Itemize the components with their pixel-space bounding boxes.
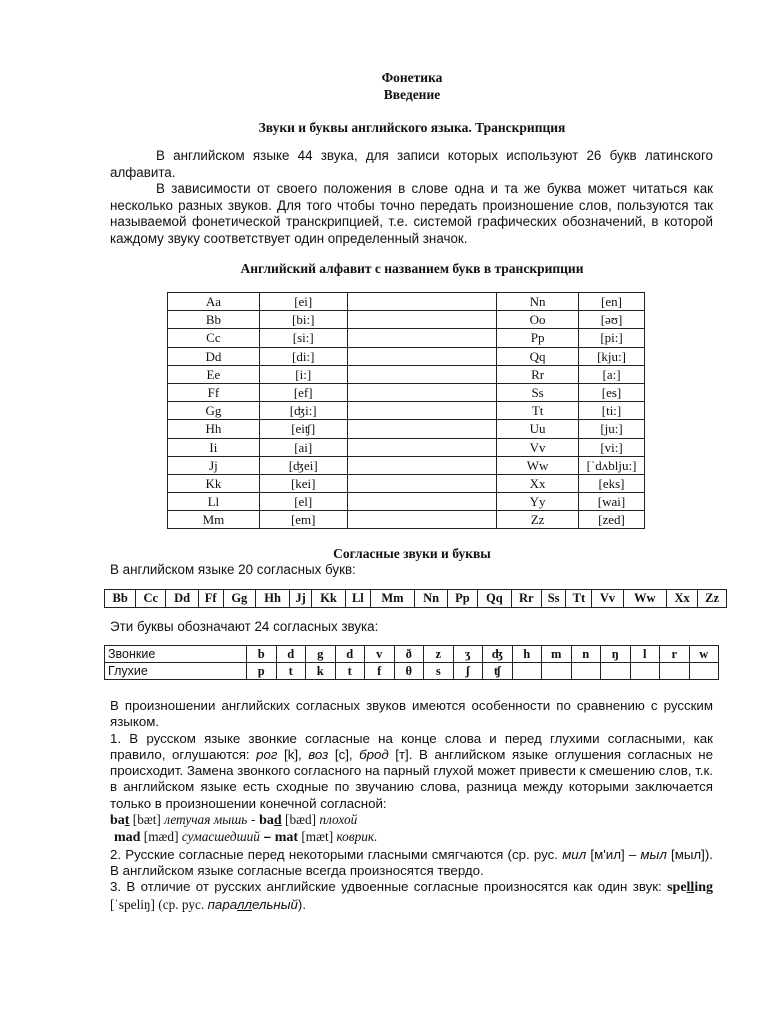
consonant-letter: Kk (312, 590, 346, 608)
alphabet-letter: Yy (497, 493, 579, 511)
alphabet-spacer (347, 493, 497, 511)
note-3-text: 3. В отличие от русских английские удвоенные согласные произносятся как один звук: (110, 879, 668, 895)
sounds-intro: Эти буквы обозначают 24 согласных звука: (110, 619, 379, 634)
note-3-end: ). (297, 896, 307, 912)
alphabet-row (168, 474, 645, 492)
alphabet-spacer (347, 438, 497, 456)
alphabet-transcription: [kju:] (579, 347, 645, 365)
alphabet-letter: Zz (497, 511, 579, 529)
consonant-letter: Hh (256, 590, 290, 608)
example-line-2 (110, 829, 713, 846)
separator: – (259, 829, 275, 845)
alphabet-transcription: [a:] (579, 365, 645, 383)
example-word-mad: mad (114, 830, 141, 846)
consonant-letters-row (105, 590, 727, 608)
voiced-sound: g (306, 646, 336, 663)
alphabet-letter: Kk (168, 474, 260, 492)
section-title: Звуки и буквы английского языка. Транскрипция (258, 120, 566, 135)
alphabet-spacer (347, 456, 497, 474)
alphabet-spacer (347, 383, 497, 401)
separator: - (247, 812, 260, 828)
alphabet-transcription: [es] (579, 383, 645, 401)
alphabet-transcription: [en] (579, 293, 645, 311)
example-word-mat: mat (274, 830, 299, 846)
note-1-text: 1. В русском языке звонкие согласные на конце слова и перед глухими согласными, как правило, оглушаются: (110, 730, 713, 762)
alphabet-letter: Oo (497, 311, 579, 329)
alphabet-letter: Nn (497, 293, 579, 311)
alphabet-transcription: [ef] (259, 383, 347, 401)
voiced-sound: n (571, 646, 601, 663)
alphabet-transcription: [si:] (259, 329, 347, 347)
voiced-sound: ʒ (453, 646, 483, 663)
alphabet-letter: Uu (497, 420, 579, 438)
note-1-transcription: [k], (277, 746, 309, 762)
alphabet-transcription: [ˈdʌblju:] (579, 456, 645, 474)
consonants-intro: В английском языке 20 согласных букв: (110, 562, 356, 577)
alphabet-row (168, 329, 645, 347)
page-title: Фонетика (381, 70, 443, 85)
voiceless-sound (512, 663, 542, 680)
alphabet-letter: Aa (168, 293, 260, 311)
alphabet-letter: Cc (168, 329, 260, 347)
intro-paragraph-2: В зависимости от своего положения в слове одна и та же буква может читаться как несколько разных звуков. Для того чтобы точно передать произношение слов, пользуются так называемой фонетической транскрипцией, т.е. системой графических обозначений, в которой каждому звуку соответствует один определенный значок. (110, 181, 713, 246)
alphabet-letter: Ll (168, 493, 260, 511)
voiceless-sound (542, 663, 572, 680)
voiced-sound: d (276, 646, 306, 663)
consonant-sounds-table (104, 645, 719, 680)
voiceless-sound: k (306, 663, 336, 680)
consonant-letter: Mm (370, 590, 415, 608)
alphabet-letter: Ee (168, 365, 260, 383)
alphabet-transcription: [zed] (579, 511, 645, 529)
alphabet-transcription: [əʊ] (579, 311, 645, 329)
meaning: летучая мышь (164, 812, 248, 828)
alphabet-letter: Bb (168, 311, 260, 329)
voiceless-sound: θ (394, 663, 424, 680)
alphabet-letter: Mm (168, 511, 260, 529)
alphabet-transcription: [ju:] (579, 420, 645, 438)
voiceless-sound: s (424, 663, 454, 680)
voiced-sound: ð (394, 646, 424, 663)
transcription: [bæd] (281, 812, 320, 828)
voiced-sound: v (365, 646, 395, 663)
voiced-sound: z (424, 646, 454, 663)
consonant-letter: Ww (623, 590, 666, 608)
voiceless-sound: t (276, 663, 306, 680)
voiced-sound: h (512, 646, 542, 663)
meaning: сумасшедший (181, 829, 260, 845)
voiced-sound: b (247, 646, 277, 663)
consonant-letter: Tt (566, 590, 592, 608)
alphabet-transcription: [ai] (259, 438, 347, 456)
alphabet-transcription: [ʤei] (259, 456, 347, 474)
alphabet-transcription: [el] (259, 493, 347, 511)
consonant-letter: Rr (511, 590, 541, 608)
alphabet-letter: Jj (168, 456, 260, 474)
alphabet-table-body (168, 293, 645, 529)
note-2 (110, 847, 713, 880)
alphabet-row (168, 383, 645, 401)
alphabet-spacer (347, 347, 497, 365)
consonant-letter: Nn (415, 590, 448, 608)
transcription: [ˈspeliŋ] (ср. рус. (110, 896, 208, 912)
consonant-letter: Cc (136, 590, 166, 608)
consonant-letter: Qq (477, 590, 511, 608)
page-subtitle: Введение (383, 87, 441, 102)
alphabet-transcription: [eiʧ] (259, 420, 347, 438)
transcription: [м'ил] – (586, 846, 641, 862)
voiceless-sound: t (335, 663, 365, 680)
voiceless-row (105, 663, 719, 680)
example-word: мыл (640, 846, 667, 862)
alphabet-row (168, 347, 645, 365)
notes-section (110, 698, 713, 913)
consonant-letters-table (104, 589, 727, 608)
consonants-heading: Согласные звуки и буквы (333, 546, 491, 561)
alphabet-letter: Gg (168, 402, 260, 420)
alphabet-row (168, 511, 645, 529)
note-3 (110, 879, 713, 913)
alphabet-letter: Ff (168, 383, 260, 401)
voiced-sound: l (630, 646, 660, 663)
alphabet-spacer (347, 402, 497, 420)
alphabet-transcription: [kei] (259, 474, 347, 492)
alphabet-row (168, 293, 645, 311)
voiced-sound: ʤ (483, 646, 513, 663)
example-word-rog (256, 747, 277, 762)
alphabet-transcription: [di:] (259, 347, 347, 365)
alphabet-transcription: [ʤi:] (259, 402, 347, 420)
note-1-continued: [т]. В английском языке оглушения согласных не происходит. Замена звонкого согласного на парный глухой может привести к смешению слов, т.к. в английском языке есть сходные по звучанию слова, разница между которыми заключается только в произношении конечной согласной: (110, 746, 714, 811)
voiced-sound: w (689, 646, 719, 663)
alphabet-letter: Hh (168, 420, 260, 438)
alphabet-row (168, 311, 645, 329)
example-word: мил (562, 846, 587, 862)
consonant-letter: Jj (290, 590, 312, 608)
alphabet-row (168, 456, 645, 474)
voiced-sound: ŋ (601, 646, 631, 663)
alphabet-transcription: [pi:] (579, 329, 645, 347)
alphabet-letter: Ww (497, 456, 579, 474)
alphabet-spacer (347, 420, 497, 438)
alphabet-spacer (347, 474, 497, 492)
voiceless-sound (689, 663, 719, 680)
alphabet-letter: Tt (497, 402, 579, 420)
alphabet-row (168, 402, 645, 420)
alphabet-heading: Английский алфавит с названием букв в транскрипции (240, 261, 584, 276)
alphabet-letter: Rr (497, 365, 579, 383)
alphabet-row (168, 493, 645, 511)
consonant-letter: Zz (698, 590, 727, 608)
transcription: [mæt] (298, 829, 337, 845)
alphabet-spacer (347, 293, 497, 311)
consonant-letter: Ll (346, 590, 371, 608)
alphabet-row (168, 438, 645, 456)
example-word: воз (308, 746, 329, 762)
voiceless-sound: ʃ (453, 663, 483, 680)
intro-paragraph-1: В английском языке 44 звука, для записи которых используют 26 букв латинского алфавита. (110, 148, 713, 180)
voiceless-sound: ʧ (483, 663, 513, 680)
alphabet-transcription: [bi:] (259, 311, 347, 329)
alphabet-spacer (347, 311, 497, 329)
intro-text (110, 148, 713, 248)
consonant-letter: Gg (223, 590, 256, 608)
voiced-sound: m (542, 646, 572, 663)
alphabet-letter: Ss (497, 383, 579, 401)
voiced-label: Звонкие (105, 646, 247, 663)
voiceless-sound (630, 663, 660, 680)
note-2-continued: [мыл]). В английском языке согласные всегда произносятся твердо. (110, 846, 713, 878)
notes-intro: В произношении английских согласных звуков имеются особенности по сравнению с русским языком. (110, 698, 713, 730)
consonant-letter: Xx (666, 590, 697, 608)
example-word-parallel: параллельный (207, 896, 298, 912)
alphabet-letter: Ii (168, 438, 260, 456)
voiceless-sound (571, 663, 601, 680)
alphabet-row (168, 365, 645, 383)
consonant-letter: Ss (541, 590, 566, 608)
voiceless-sound: f (365, 663, 395, 680)
consonant-letter: Dd (166, 590, 199, 608)
voiceless-sound (601, 663, 631, 680)
voiceless-sound: p (247, 663, 277, 680)
voiced-row (105, 646, 719, 663)
consonant-letter: Pp (447, 590, 477, 608)
alphabet-transcription: [ei] (259, 293, 347, 311)
voiceless-label: Глухие (105, 663, 247, 680)
example-word-bat: bat (110, 813, 130, 829)
transcription: [mæd] (140, 829, 182, 845)
alphabet-transcription: [ti:] (579, 402, 645, 420)
example-line-1 (110, 812, 713, 829)
transcription: [bæt] (129, 812, 165, 828)
alphabet-table (167, 292, 645, 529)
example-word-bad: bad (259, 813, 282, 829)
alphabet-row (168, 420, 645, 438)
alphabet-letter: Qq (497, 347, 579, 365)
meaning: плохой (319, 812, 358, 828)
consonant-letter: Ff (198, 590, 223, 608)
voiced-sound: d (335, 646, 365, 663)
note-1 (110, 731, 713, 812)
alphabet-transcription: [i:] (259, 365, 347, 383)
alphabet-transcription: [wai] (579, 493, 645, 511)
alphabet-transcription: [em] (259, 511, 347, 529)
voiced-sound: r (660, 646, 690, 663)
note-1-transcription: [c], (328, 746, 360, 762)
example-word: брод (359, 746, 389, 762)
alphabet-transcription: [eks] (579, 474, 645, 492)
alphabet-spacer (347, 365, 497, 383)
consonant-letter: Bb (105, 590, 136, 608)
note-2-text: 2. Русские согласные перед некоторыми гласными смягчаются (ср. рус. (110, 846, 563, 862)
voiceless-sound (660, 663, 690, 680)
example-word-spelling: spelling (667, 880, 713, 896)
meaning: коврик. (336, 829, 378, 845)
example-word: рог (256, 746, 278, 762)
alphabet-transcription: [vi:] (579, 438, 645, 456)
alphabet-spacer (347, 329, 497, 347)
alphabet-letter: Xx (497, 474, 579, 492)
alphabet-letter: Dd (168, 347, 260, 365)
alphabet-spacer (347, 511, 497, 529)
alphabet-letter: Vv (497, 438, 579, 456)
alphabet-letter: Pp (497, 329, 579, 347)
consonant-letter: Vv (592, 590, 623, 608)
